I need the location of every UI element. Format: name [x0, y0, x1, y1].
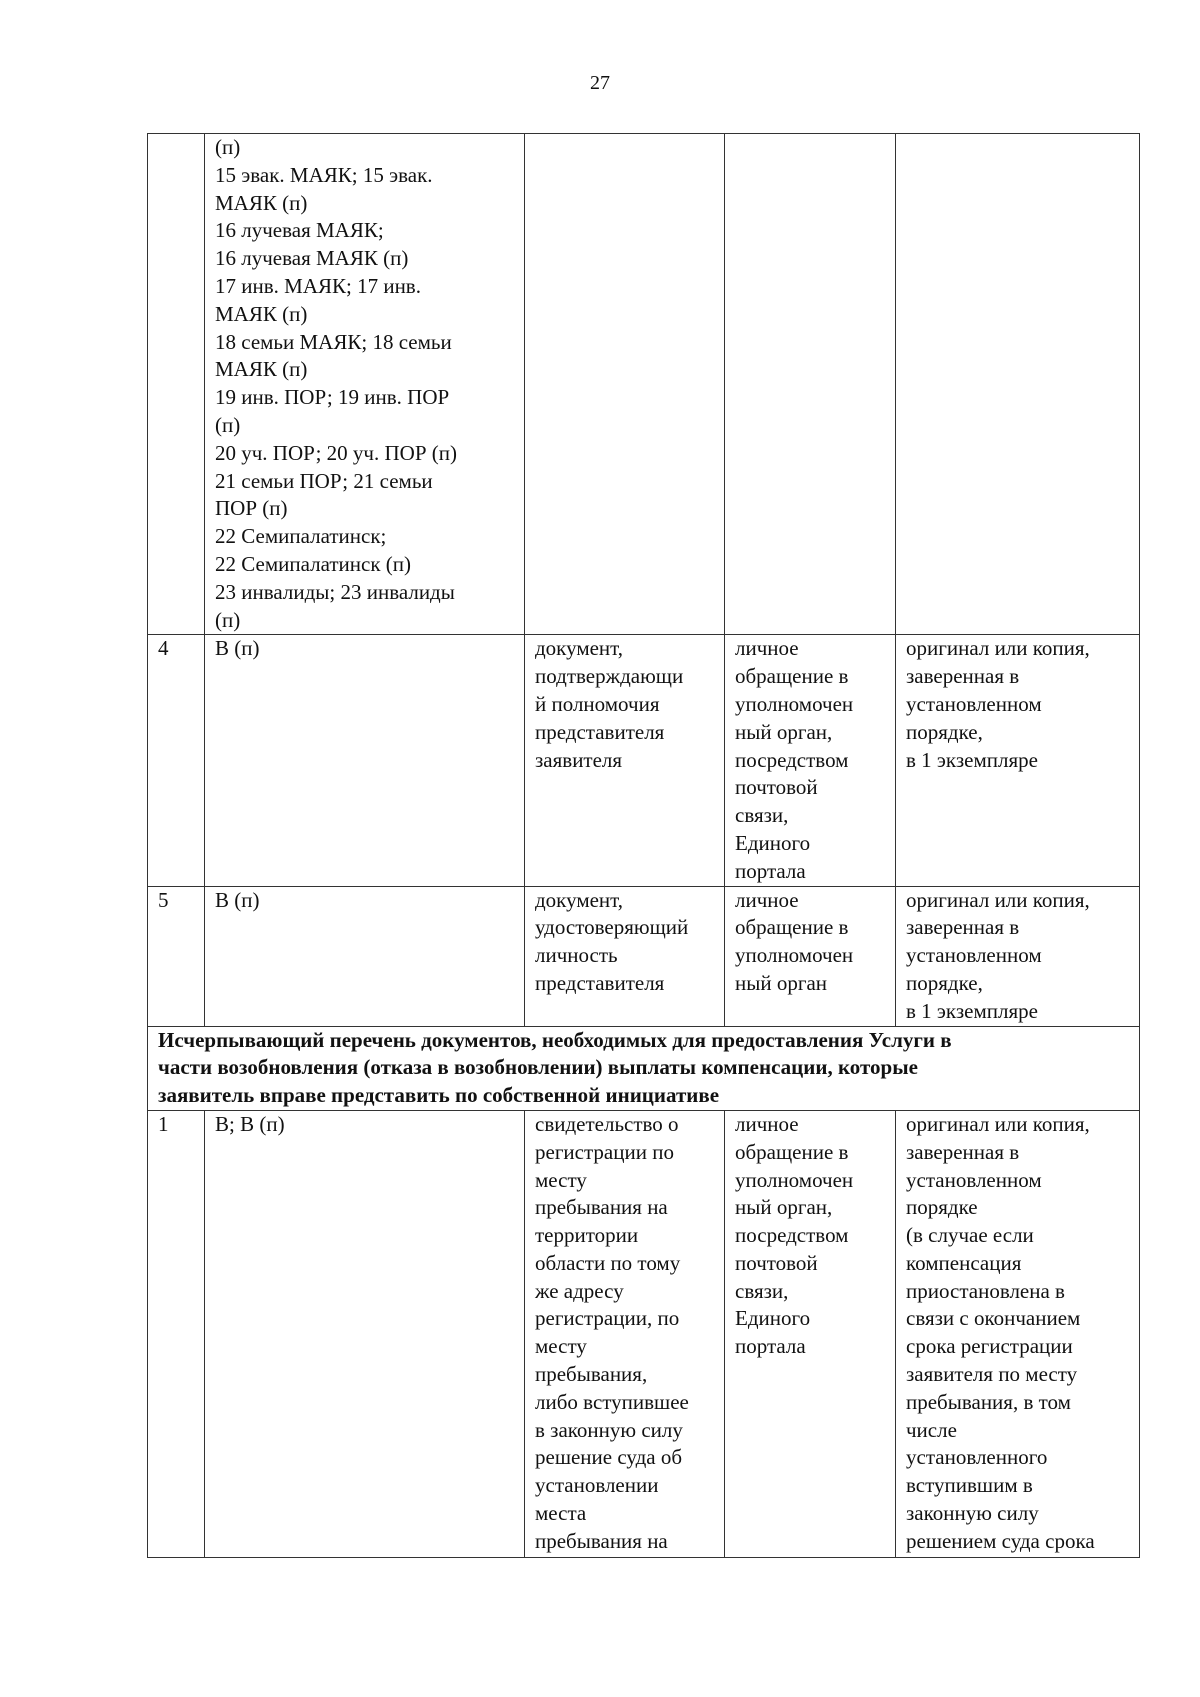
text-line: портала — [735, 1334, 806, 1359]
text-line: ный орган — [735, 970, 828, 995]
text-line: порядке, — [906, 719, 983, 744]
text-line: ПОР (п) — [215, 496, 288, 521]
text-line: документ, — [535, 636, 624, 661]
document-cell — [525, 886, 725, 1026]
text-line: регистрации по — [535, 1139, 674, 1164]
text-line: вступившим в — [906, 1473, 1033, 1498]
text-line: представителя — [535, 970, 665, 995]
text-line: законную силу — [906, 1501, 1039, 1526]
text-line: МАЯК (п) — [215, 357, 308, 382]
text-line: Единого — [735, 1306, 811, 1331]
text-line: удостоверяющий — [535, 915, 689, 940]
table-row — [148, 635, 1140, 886]
text-line: установленном — [906, 943, 1042, 968]
text-line: в 1 экземпляре — [906, 998, 1038, 1023]
text-line: заявителя по месту — [906, 1362, 1078, 1387]
text-line: подтверждающи — [535, 664, 684, 689]
submission-method-cell — [725, 635, 896, 886]
section-header-row — [148, 1026, 1140, 1110]
document-cell — [525, 635, 725, 886]
text-line: месту — [535, 1167, 587, 1192]
text-line: портала — [735, 858, 806, 883]
text-line: в 1 экземпляре — [906, 747, 1038, 772]
row-number-cell — [148, 134, 205, 635]
text-line: посредством — [735, 747, 849, 772]
text-line: свидетельство о — [535, 1111, 679, 1136]
section-header — [148, 1026, 1140, 1110]
table-row — [148, 1110, 1140, 1557]
text-line: личное — [735, 1111, 799, 1136]
text-line: ный орган, — [735, 719, 833, 744]
text-line: территории — [535, 1223, 639, 1248]
applicant-category-cell: В (п) — [205, 886, 525, 1026]
text-line: 16 лучевая МАЯК (п) — [215, 246, 409, 271]
text-line: оригинал или копия, — [906, 1111, 1090, 1136]
document-form-cell — [896, 134, 1140, 635]
text-line: в законную силу — [535, 1417, 683, 1442]
text-line: почтовой — [735, 1250, 818, 1275]
text-line: заверенная в — [906, 915, 1020, 940]
text-line: уполномочен — [735, 943, 854, 968]
page-number: 27 — [590, 72, 610, 94]
text-line: либо вступившее — [535, 1389, 689, 1414]
applicant-category-cell: В (п) — [205, 635, 525, 886]
document-cell — [525, 1110, 725, 1557]
text-line: порядке, — [906, 970, 983, 995]
text-line: 20 уч. ПОР; 20 уч. ПОР (п) — [215, 440, 457, 465]
submission-method-cell — [725, 134, 896, 635]
text-line: решение суда об — [535, 1445, 683, 1470]
text-line: (п) — [215, 412, 241, 437]
text-line: пребывания, в том — [906, 1389, 1071, 1414]
text-line: заявителя — [535, 747, 623, 772]
text-line: регистрации, по — [535, 1306, 680, 1331]
text-line: месту — [535, 1334, 587, 1359]
text-line: срока регистрации — [906, 1334, 1073, 1359]
text-line: числе — [906, 1417, 957, 1442]
text-line: связи, — [735, 803, 789, 828]
text-line: компенсация — [906, 1250, 1022, 1275]
text-line: решением суда срока — [906, 1528, 1095, 1553]
submission-method-cell — [725, 886, 896, 1026]
text-line: оригинал или копия, — [906, 887, 1090, 912]
text-line: личность — [535, 943, 618, 968]
text-line: почтовой — [735, 775, 818, 800]
row-number-cell: 4 — [148, 635, 205, 886]
table-row — [148, 134, 1140, 635]
text-line: места — [535, 1501, 587, 1526]
text-line: 22 Семипалатинск; — [215, 524, 387, 549]
text-line: же адресу — [535, 1278, 624, 1303]
text-line: обращение в — [735, 915, 849, 940]
text-line: й полномочия — [535, 691, 660, 716]
document-cell — [525, 134, 725, 635]
text-line: МАЯК (п) — [215, 301, 308, 326]
applicant-category-cell — [205, 134, 525, 635]
text-line: 15 эвак. МАЯК; 15 эвак. — [215, 162, 433, 187]
text-line: порядке — [906, 1195, 978, 1220]
text-line: связи с окончанием — [906, 1306, 1081, 1331]
text-line: установленного — [906, 1445, 1048, 1470]
applicant-category-cell: В; В (п) — [205, 1110, 525, 1557]
text-line: ный орган, — [735, 1195, 833, 1220]
text-line: 21 семьи ПОР; 21 семьи — [215, 468, 433, 493]
text-line: 16 лучевая МАЯК; — [215, 218, 384, 243]
text-line: уполномочен — [735, 691, 854, 716]
text-line: (в случае если — [906, 1223, 1034, 1248]
text-line: Исчерпывающий перечень документов, необходимых для предоставления Услуги в — [158, 1027, 952, 1052]
text-line: 23 инвалиды; 23 инвалиды — [215, 579, 455, 604]
text-line: (п) — [215, 135, 241, 159]
text-line: посредством — [735, 1223, 849, 1248]
text-line: пребывания, — [535, 1362, 648, 1387]
document-form-cell — [896, 635, 1140, 886]
text-line: документ, — [535, 887, 624, 912]
row-number-cell: 1 — [148, 1110, 205, 1557]
text-line: установленном — [906, 691, 1042, 716]
text-line: пребывания на — [535, 1528, 668, 1553]
text-line: пребывания на — [535, 1195, 668, 1220]
text-line: (п) — [215, 607, 241, 632]
text-line: обращение в — [735, 664, 849, 689]
text-line: Единого — [735, 830, 811, 855]
text-line: установленном — [906, 1167, 1042, 1192]
row-number-cell: 5 — [148, 886, 205, 1026]
table-row — [148, 886, 1140, 1026]
text-line: заверенная в — [906, 664, 1020, 689]
text-line: приостановлена в — [906, 1278, 1065, 1303]
text-line: обращение в — [735, 1139, 849, 1164]
text-line: области по тому — [535, 1250, 681, 1275]
text-line: 17 инв. МАЯК; 17 инв. — [215, 273, 421, 298]
text-line: части возобновления (отказа в возобновлении) выплаты компенсации, которые — [158, 1055, 918, 1080]
text-line: 22 Семипалатинск (п) — [215, 551, 412, 576]
document-form-cell — [896, 1110, 1140, 1557]
documents-table — [147, 133, 1140, 1558]
text-line: оригинал или копия, — [906, 636, 1090, 661]
text-line: личное — [735, 636, 799, 661]
text-line: заявитель вправе представить по собственной инициативе — [158, 1083, 720, 1108]
text-line: 19 инв. ПОР; 19 инв. ПОР — [215, 385, 450, 410]
text-line: уполномочен — [735, 1167, 854, 1192]
text-line: установлении — [535, 1473, 659, 1498]
text-line: заверенная в — [906, 1139, 1020, 1164]
submission-method-cell — [725, 1110, 896, 1557]
text-line: МАЯК (п) — [215, 190, 308, 215]
text-line: связи, — [735, 1278, 789, 1303]
text-line: 18 семьи МАЯК; 18 семьи — [215, 329, 452, 354]
text-line: представителя — [535, 719, 665, 744]
text-line: личное — [735, 887, 799, 912]
document-form-cell — [896, 886, 1140, 1026]
